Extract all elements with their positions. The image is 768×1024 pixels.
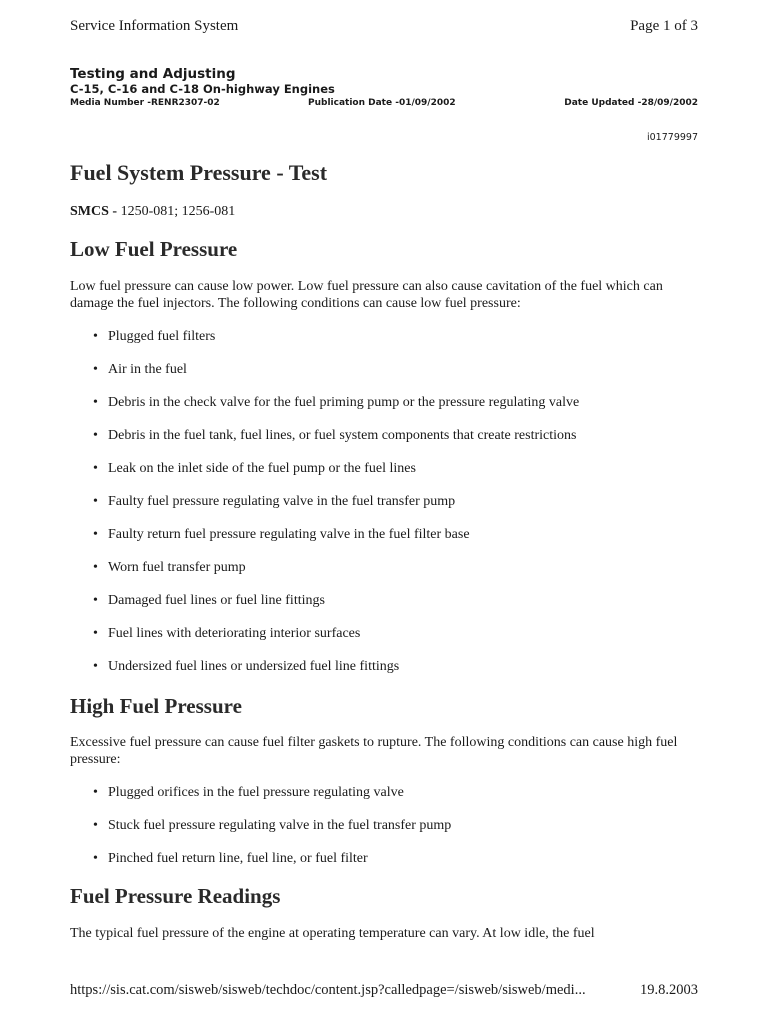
section-high-fuel-pressure xyxy=(70,691,698,867)
smcs-value: 1250-081; 1256-081 xyxy=(120,204,236,219)
date-updated: Date Updated -28/09/2002 xyxy=(564,98,698,108)
section-low-fuel-pressure xyxy=(70,234,698,675)
section-heading: Low Fuel Pressure xyxy=(70,237,238,261)
page-title: Fuel System Pressure - Test xyxy=(70,160,328,185)
system-name: Service Information System xyxy=(70,18,239,34)
source-url: https://sis.cat.com/sisweb/sisweb/techdoc/content.jsp?calledpage=/sisweb/sisweb/medi... xyxy=(70,982,586,998)
list-item: • Damaged fuel lines or fuel line fittings xyxy=(93,593,325,608)
bullet-icon: • xyxy=(93,785,98,800)
list-item: • Plugged fuel filters xyxy=(93,329,216,344)
document-content xyxy=(70,158,698,942)
list-item: • Air in the fuel xyxy=(93,362,187,377)
bullet-icon: • xyxy=(93,329,98,344)
list-item: • Worn fuel transfer pump xyxy=(93,560,246,575)
list-item: • Debris in the check valve for the fuel priming pump or the pressure regulating valve xyxy=(93,395,580,410)
page-number: Page 1 of 3 xyxy=(630,18,698,34)
list-item: • Fuel lines with deteriorating interior surfaces xyxy=(93,626,361,641)
bullet-icon: • xyxy=(93,593,98,608)
document-category: Testing and Adjusting xyxy=(70,66,236,82)
bullet-icon: • xyxy=(93,494,98,509)
smcs-codes xyxy=(70,202,698,222)
list-item: • Leak on the inlet side of the fuel pump or the fuel lines xyxy=(93,461,416,476)
bullet-list xyxy=(70,784,698,867)
section-fuel-pressure-readings xyxy=(70,881,698,942)
document-metadata xyxy=(70,66,698,109)
metadata-row xyxy=(70,97,698,109)
list-item: • Plugged orifices in the fuel pressure regulating valve xyxy=(93,785,404,800)
media-number: Media Number -RENR2307-02 xyxy=(70,98,220,108)
print-footer xyxy=(70,982,698,999)
bullet-icon: • xyxy=(93,851,98,866)
bullet-icon: • xyxy=(93,560,98,575)
bullet-icon: • xyxy=(93,395,98,410)
bullet-icon: • xyxy=(93,461,98,476)
bullet-icon: • xyxy=(93,626,98,641)
list-item: • Debris in the fuel tank, fuel lines, or fuel system components that create restrictions xyxy=(93,428,577,443)
list-item: • Pinched fuel return line, fuel line, or fuel filter xyxy=(93,851,368,866)
section-heading: Fuel Pressure Readings xyxy=(70,884,281,908)
section-paragraph: Low fuel pressure can cause low power. Low fuel pressure can also cause cavitation of the fuel which can damage the fuel injectors. The following conditions can cause low fuel pressure: xyxy=(70,279,663,311)
list-item: • Stuck fuel pressure regulating valve in the fuel transfer pump xyxy=(93,818,452,833)
bullet-icon: • xyxy=(93,527,98,542)
document-id: i01779997 xyxy=(647,132,698,143)
publication-date: Publication Date -01/09/2002 xyxy=(308,98,456,108)
bullet-icon: • xyxy=(93,362,98,377)
bullet-list xyxy=(70,328,698,675)
bullet-icon: • xyxy=(93,818,98,833)
list-item: • Faulty fuel pressure regulating valve in the fuel transfer pump xyxy=(93,494,456,509)
list-item: • Faulty return fuel pressure regulating valve in the fuel filter base xyxy=(93,527,470,542)
section-heading: High Fuel Pressure xyxy=(70,694,242,718)
section-paragraph: Excessive fuel pressure can cause fuel filter gaskets to rupture. The following conditions can cause high fuel pressure: xyxy=(70,735,678,767)
bullet-icon: • xyxy=(93,428,98,443)
section-paragraph: The typical fuel pressure of the engine at operating temperature can vary. At low idle, the fuel xyxy=(70,926,595,941)
list-item: • Undersized fuel lines or undersized fuel line fittings xyxy=(93,659,400,674)
print-date: 19.8.2003 xyxy=(640,982,698,998)
engine-models: C-15, C-16 and C-18 On-highway Engines xyxy=(70,82,335,96)
smcs-label: SMCS - xyxy=(70,204,118,219)
print-header xyxy=(70,18,698,38)
bullet-icon: • xyxy=(93,659,98,674)
